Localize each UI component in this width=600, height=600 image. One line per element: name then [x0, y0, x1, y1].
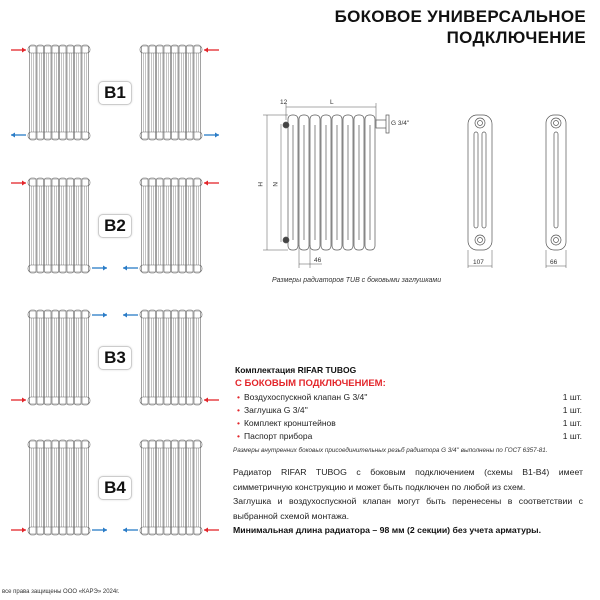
radiator-left	[28, 178, 90, 273]
dim-pitch-label: 46	[314, 257, 322, 264]
side-view-2col	[546, 115, 566, 250]
kit-item	[237, 418, 582, 428]
return-arrow-icon	[123, 266, 138, 271]
page-title	[335, 6, 586, 48]
depth-3col-label: 107	[473, 259, 484, 266]
scheme-label: B1	[98, 81, 132, 105]
title-line-1: БОКОВОЕ УНИВЕРСАЛЬНОЕ	[334, 7, 586, 26]
kit-title: Комплектация RIFAR TUBOG	[235, 365, 357, 375]
bullet-icon: •	[237, 418, 240, 428]
supply-arrow-icon	[11, 528, 26, 533]
return-arrow-icon	[92, 528, 107, 533]
depth-2col-label: 66	[550, 259, 558, 266]
return-arrow-icon	[123, 528, 138, 533]
supply-arrow-icon	[204, 398, 219, 403]
supply-arrow-icon	[11, 181, 26, 186]
thread-label: G 3/4''	[391, 120, 410, 127]
supply-arrow-icon	[204, 181, 219, 186]
kit-subtitle: С БОКОВЫМ ПОДКЛЮЧЕНИЕМ:	[235, 378, 386, 389]
bullet-icon: •	[237, 405, 240, 415]
kit-item-name: Заглушка G 3/4''	[243, 405, 308, 415]
kit-item	[237, 405, 582, 415]
scheme-label: B4	[98, 476, 132, 500]
kit-item	[237, 431, 582, 441]
return-arrow-icon	[11, 133, 26, 138]
return-arrow-icon	[92, 266, 107, 271]
dim-offset-label: 12	[280, 99, 288, 106]
bullet-icon: •	[237, 431, 240, 441]
scheme-label: B2	[98, 214, 132, 238]
supply-arrow-icon	[204, 528, 219, 533]
kit-item-qty: 1 шт.	[562, 418, 582, 428]
title-line-2: ПОДКЛЮЧЕНИЕ	[446, 28, 586, 47]
radiator-left	[28, 45, 90, 140]
radiator-left	[28, 310, 90, 405]
supply-arrow-icon	[204, 48, 219, 53]
description	[233, 465, 583, 538]
dim-axis-label: N	[271, 182, 278, 187]
radiator-right	[140, 178, 202, 273]
description-p1: Радиатор RIFAR TUBOG с боковым подключением (схемы B1-B4) имеет симметричную конструкцию и может быть подключен по любой из схем.	[233, 467, 583, 492]
front-view	[283, 115, 389, 250]
dimension-drawing	[250, 90, 600, 280]
dim-length-label: L	[330, 99, 334, 106]
return-arrow-icon	[92, 313, 107, 318]
scheme-label: B3	[98, 346, 132, 370]
return-arrow-icon	[123, 313, 138, 318]
kit-item-qty: 1 шт.	[562, 392, 582, 402]
dim-height-label: H	[256, 182, 263, 187]
copyright: все права защищены ООО «КАРЭ» 2024г.	[2, 589, 120, 595]
supply-arrow-icon	[11, 48, 26, 53]
radiator-left	[28, 440, 90, 535]
kit-item-name: Паспорт прибора	[243, 431, 313, 441]
kit-item	[237, 392, 582, 402]
side-view-3col	[468, 115, 492, 250]
description-p2: Заглушка и воздухоспускной клапан могут быть перенесены в соответствии с выбранной схемой монтажа.	[233, 496, 583, 521]
thread-note: Размеры внутренних боковых присоединительных резьб радиатора G 3/4'' выполнены по ГОСТ 6357-81.	[233, 447, 548, 454]
return-arrow-icon	[204, 133, 219, 138]
supply-arrow-icon	[11, 398, 26, 403]
radiator-right	[140, 310, 202, 405]
radiator-right	[140, 45, 202, 140]
drawing-caption: Размеры радиаторов TUB с боковыми заглушками	[272, 277, 442, 284]
kit-item-qty: 1 шт.	[562, 431, 582, 441]
kit-item-name: Воздухоспускной клапан G 3/4''	[243, 392, 368, 402]
kit-item-qty: 1 шт.	[562, 405, 582, 415]
bullet-icon: •	[237, 392, 240, 402]
description-p3: Минимальная длина радиатора – 98 мм (2 секции) без учета арматуры.	[233, 525, 542, 535]
kit-item-name: Комплект кронштейнов	[243, 418, 336, 428]
radiator-right	[140, 440, 202, 535]
